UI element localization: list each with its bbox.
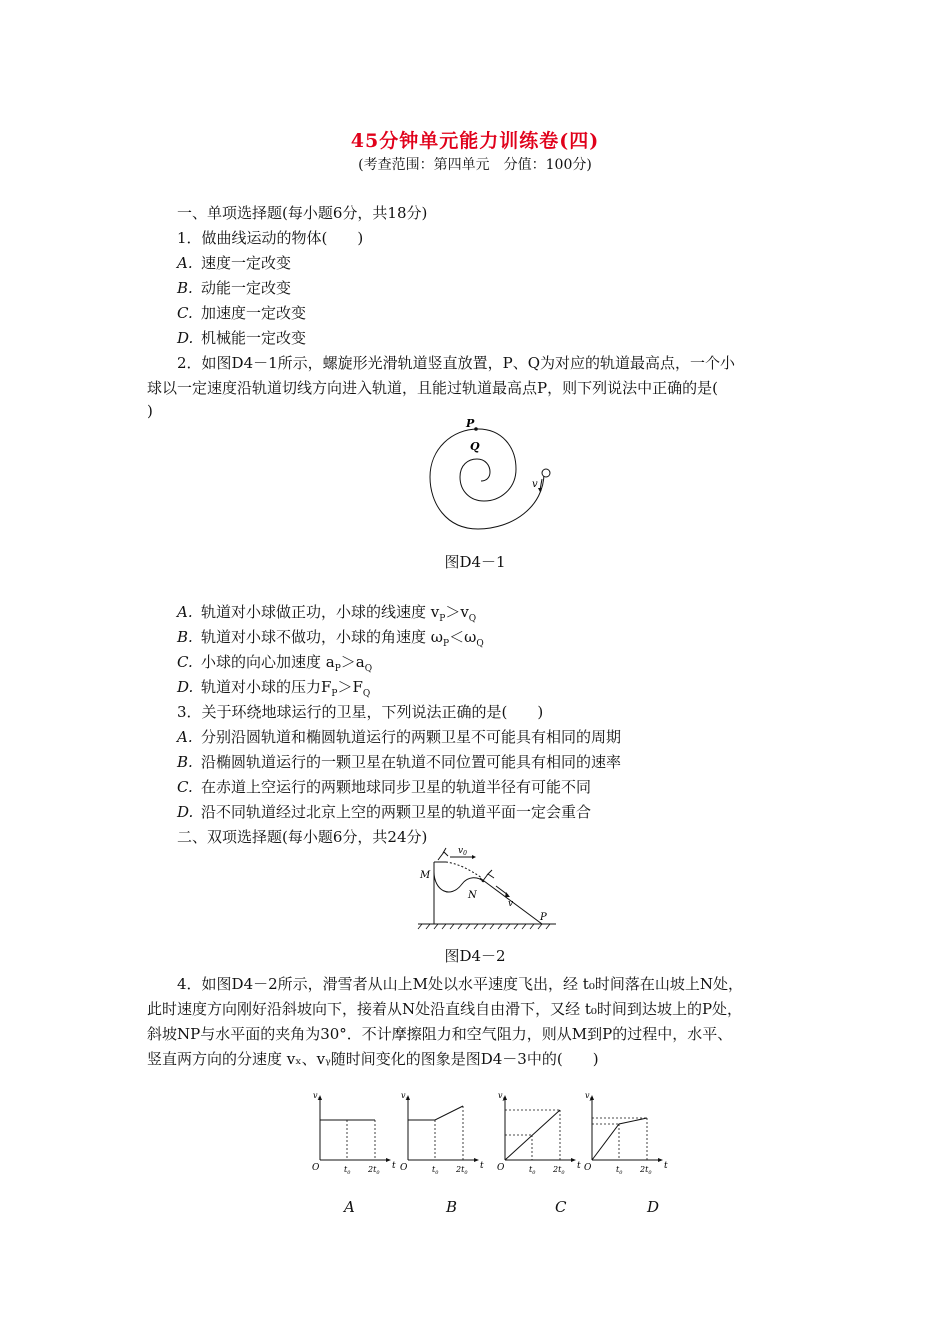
label-p: P xyxy=(540,912,547,923)
t0-label: $t_0$ xyxy=(616,1165,623,1176)
origin-label: O xyxy=(400,1163,408,1173)
q2-option-a xyxy=(177,601,476,624)
ground-hatching xyxy=(418,924,550,929)
q4-line3: 斜坡NP与水平面的夹角为30°．不计摩擦阻力和空气阻力，则从M到P的过程中，水平、 xyxy=(147,1025,733,1043)
q1-stem: 1．做曲线运动的物体( ) xyxy=(177,229,364,247)
t-axis-label: t xyxy=(480,1161,484,1171)
subscript: Q xyxy=(476,639,484,649)
option-text: 加速度一定改变 xyxy=(201,304,307,322)
figure-caption-d4-1: 图D4－1 xyxy=(444,553,506,571)
option-letter: D. xyxy=(177,678,194,696)
option-text: 轨道对小球做正功，小球的线速度 v xyxy=(201,603,440,621)
section-heading-1: 一、单项选择题(每小题6分，共18分) xyxy=(177,204,428,222)
page-title: 45分钟单元能力训练卷(四) xyxy=(350,130,600,152)
q2-option-c xyxy=(177,651,372,674)
skier-at-n xyxy=(482,870,494,882)
option-letter: A. xyxy=(177,254,193,272)
subscript: P xyxy=(443,639,450,649)
option-letter: A. xyxy=(177,728,193,746)
graph-label-b: B xyxy=(446,1198,458,1216)
q4-stem xyxy=(147,972,815,1072)
subscript: Q xyxy=(362,689,371,699)
option-text-mid: ＞F xyxy=(337,678,363,696)
v0-arrowhead xyxy=(472,855,476,859)
option-letter: B. xyxy=(177,279,193,297)
skier-at-m xyxy=(438,848,448,860)
q1-option-c xyxy=(177,302,306,323)
graph-label-c: C xyxy=(555,1198,567,1216)
x-axis-arrowhead xyxy=(386,1158,391,1162)
2t0-label: $2t_0$ xyxy=(553,1165,565,1176)
q3-stem: 3．关于环绕地球运行的卫星，下列说法正确的是( ) xyxy=(177,703,544,721)
option-letter: A. xyxy=(177,603,193,621)
q2-option-b xyxy=(177,626,484,649)
option-text: 轨道对小球不做功，小球的角速度 ω xyxy=(201,628,444,646)
q4-line4: 竖直两方向的分速度 vₓ、vᵧ随时间变化的图象是图D4－3中的( ) xyxy=(147,1050,599,1068)
option-letter: C. xyxy=(177,778,193,796)
hill-profile xyxy=(434,872,484,892)
subscript: P xyxy=(331,689,338,699)
subscript: Q xyxy=(364,664,373,674)
label-m: M xyxy=(420,870,431,881)
subscript: P xyxy=(439,614,446,624)
q1-option-b xyxy=(177,277,291,298)
ball xyxy=(542,469,550,477)
t-axis-label: t xyxy=(664,1161,668,1171)
q2-stem-line3: ) xyxy=(147,402,153,420)
q3-option-d xyxy=(177,801,591,822)
spiral-track-figure xyxy=(420,415,560,540)
t0-label: $t_0$ xyxy=(529,1165,536,1176)
origin-label: O xyxy=(312,1163,320,1173)
graph-d xyxy=(584,1091,668,1176)
q3-option-c xyxy=(177,776,591,797)
origin-label: O xyxy=(584,1163,592,1173)
velocity-line xyxy=(408,1106,463,1120)
y-axis-label: $v_y$ xyxy=(585,1091,593,1102)
graph-a xyxy=(312,1091,396,1176)
q2-stem-line1: 2．如图D4－1所示，螺旋形光滑轨道竖直放置，P、Q为对应的轨道最高点，一个小 xyxy=(177,354,736,372)
figure-caption-d4-2: 图D4－2 xyxy=(444,947,506,965)
t-axis-label: t xyxy=(392,1161,396,1171)
label-v: v xyxy=(532,479,538,490)
graph-label-d: D xyxy=(647,1198,660,1216)
slope-figure xyxy=(410,842,560,934)
q3-option-a xyxy=(177,726,621,747)
label-v: v xyxy=(508,899,514,909)
option-letter: B. xyxy=(177,628,193,646)
option-text-mid: ＞v xyxy=(445,603,469,621)
option-letter: C. xyxy=(177,304,193,322)
y-axis-label: $v_y$ xyxy=(498,1091,506,1102)
x-axis-arrowhead xyxy=(658,1158,663,1162)
2t0-label: $2t_0$ xyxy=(456,1165,468,1176)
2t0-label: $2t_0$ xyxy=(640,1165,652,1176)
label-q: Q xyxy=(470,440,480,453)
subscript: P xyxy=(334,664,341,674)
option-text-mid: ＞a xyxy=(340,653,365,671)
option-text: 动能一定改变 xyxy=(201,279,292,297)
option-letter: D. xyxy=(177,329,194,347)
option-text: 分别沿圆轨道和椭圆轨道运行的两颗卫星不可能具有相同的周期 xyxy=(201,728,622,746)
origin-label: O xyxy=(497,1163,505,1173)
option-letter: D. xyxy=(177,803,194,821)
q4-line2: 此时速度方向刚好沿斜坡向下，接着从N处沿直线自由滑下，又经 t₀时间到达坡上的P处， xyxy=(147,1000,743,1018)
q2-stem-line2: 球以一定速度沿轨道切线方向进入轨道，且能过轨道最高点P，则下列说法中正确的是( xyxy=(147,379,718,397)
x-axis-arrowhead xyxy=(474,1158,479,1162)
q1-option-a xyxy=(177,252,291,273)
spiral-track xyxy=(430,429,544,529)
section-heading-2: 二、双项选择题(每小题6分，共24分) xyxy=(177,828,428,846)
t0-label: $t_0$ xyxy=(344,1165,351,1176)
label-p: P xyxy=(466,417,475,430)
q4-line1: 4．如图D4－2所示，滑雪者从山上M处以水平速度飞出，经 t₀时间落在山坡上N处， xyxy=(177,975,743,993)
y-axis-label: $v_x$ xyxy=(313,1091,321,1102)
q3-option-b xyxy=(177,751,621,772)
y-axis-label: $v_x$ xyxy=(401,1091,409,1102)
option-text: 在赤道上空运行的两颗地球同步卫星的轨道半径有可能不同 xyxy=(201,778,592,796)
label-v0: $v_0$ xyxy=(458,846,467,857)
graph-c xyxy=(497,1091,581,1176)
subscript: Q xyxy=(468,614,477,624)
option-text: 机械能一定改变 xyxy=(201,329,307,347)
option-text: 速度一定改变 xyxy=(201,254,292,272)
option-text: 轨道对小球的压力F xyxy=(201,678,332,696)
x-axis-arrowhead xyxy=(571,1158,576,1162)
label-n: N xyxy=(468,890,477,901)
option-letter: B. xyxy=(177,753,193,771)
option-text: 沿椭圆轨道运行的一颗卫星在轨道不同位置可能具有相同的速率 xyxy=(201,753,622,771)
2t0-label: $2t_0$ xyxy=(368,1165,380,1176)
velocity-graphs xyxy=(300,1090,680,1180)
graph-b xyxy=(400,1091,484,1176)
option-text: 沿不同轨道经过北京上空的两颗卫星的轨道平面一定会重合 xyxy=(201,803,592,821)
flight-path xyxy=(446,862,482,878)
q1-option-d xyxy=(177,327,306,348)
t0-label: $t_0$ xyxy=(432,1165,439,1176)
graph-label-a: A xyxy=(344,1198,355,1216)
point-p-dot xyxy=(474,427,478,431)
option-text-mid: ＜ω xyxy=(449,628,477,646)
page-subtitle: (考查范围：第四单元 分值：100分) xyxy=(358,157,592,173)
t-axis-label: t xyxy=(577,1161,581,1171)
q2-option-d xyxy=(177,676,370,699)
option-letter: C. xyxy=(177,653,193,671)
option-text: 小球的向心加速度 a xyxy=(201,653,335,671)
